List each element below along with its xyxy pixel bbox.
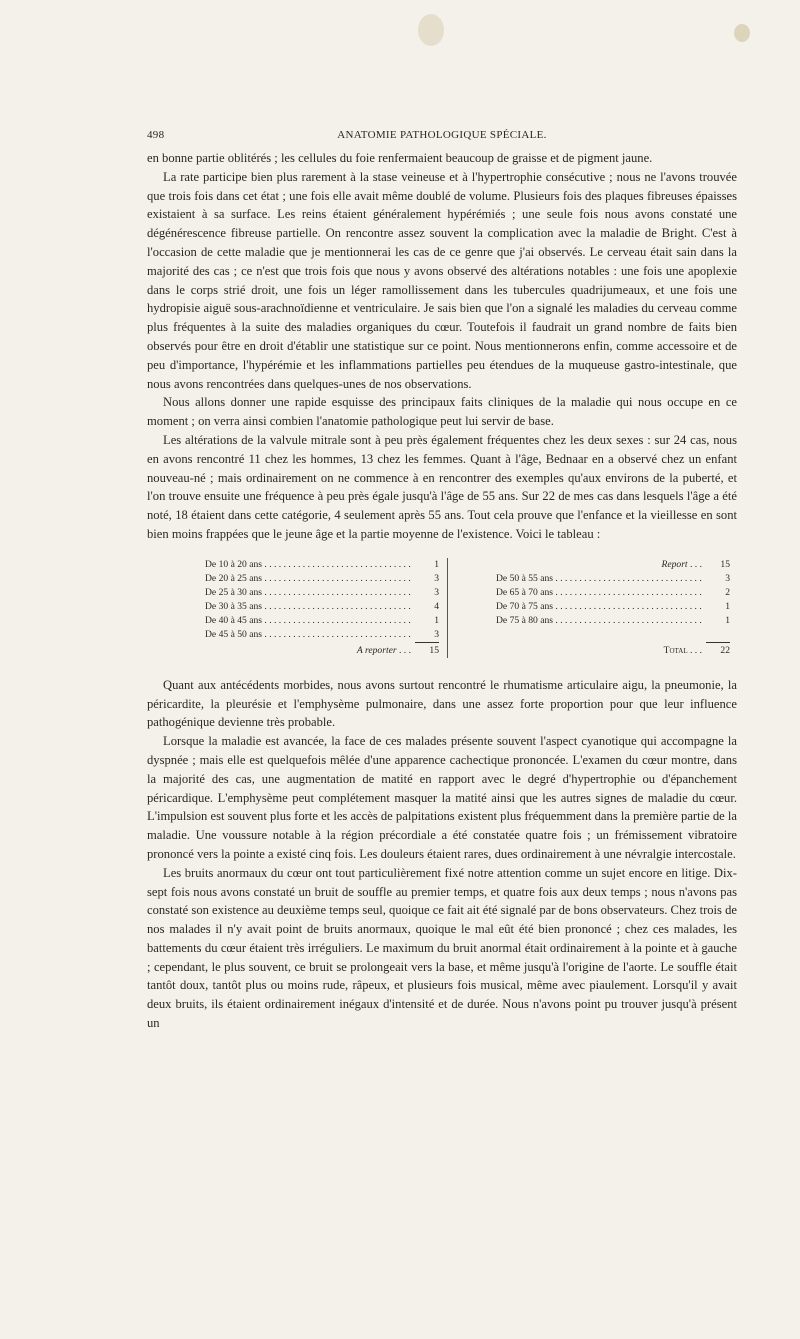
age-distribution-table (205, 558, 730, 658)
paper-stain (418, 14, 444, 46)
running-title: ANATOMIE PATHOLOGIQUE SPÉCIALE. (337, 129, 547, 141)
page-number: 498 (147, 129, 165, 141)
table-row: De 40 à 45 ans . . . 1 (205, 614, 439, 628)
table-subtotal-row: A reporter . . . 15 (205, 644, 439, 658)
table-row: De 20 à 25 ans . . . 3 (205, 572, 439, 586)
table-row: De 75 à 80 ans . . . 1 (496, 614, 730, 628)
table-report-row: Report . . . 15 (496, 558, 730, 572)
book-page (147, 127, 737, 1033)
table-row: De 10 à 20 ans . . . 1 (205, 558, 439, 572)
table-row: De 65 à 70 ans . . . 2 (496, 586, 730, 600)
table-row: De 50 à 55 ans . . . 3 (496, 572, 730, 586)
table-row: De 25 à 30 ans . . . 3 (205, 586, 439, 600)
table-total-row: Total . . . 22 (496, 644, 730, 658)
paragraph: en bonne partie oblitérés ; les cellules du foie renfermaient beaucoup de graisse et de pigment jaune. (147, 151, 653, 165)
table-row: De 30 à 35 ans . . . 4 (205, 600, 439, 614)
paragraph: Lorsque la maladie est avancée, la face de ces malades présente souvent l'aspect cyanotique qui accompagne la dyspnée ; mais elle est quelquefois mêlée d'une apparence cachectique prononcée. L'examen du cœur montre, dans la majorité des cas, une augmentation de matité en rapport avec le degré d'hypertrophie ou d'épanchement péricardique. L'emphysème peut complétement masquer la matité ainsi que les autres signes de maladie du cœur. L'impulsion est souvent plus forte et les accès de palpitations existent plus fréquemment dans la première partie de la maladie. Une voussure notable à la région précordiale a été constatée quatre fois ; un frémissement vibratoire prononcé vers la pointe a existé cinq fois. Les douleurs étaient rares, dues ordinairement à une névralgie intercostale. (147, 734, 737, 861)
table-row: De 70 à 75 ans . . . 1 (496, 600, 730, 614)
running-header (147, 127, 737, 149)
paragraph: Nous allons donner une rapide esquisse des principaux faits cliniques de la maladie qui nous occupe en ce moment ; on verra ainsi combien l'anatomie pathologique peut lui servir de base. (147, 395, 737, 429)
table-row: De 45 à 50 ans . . . 3 (205, 628, 439, 642)
paragraph: La rate participe bien plus rarement à la stase veineuse et à l'hypertrophie consécutive ; nous ne l'avons trouvée que trois fois dans cet état ; une fois elle avait même doublé de volume. Plusieurs fois des plaques fibreuses épaisses existaient à sa surface. Les reins étaient généralement hypérémiés ; une seule fois nous avons constaté une dégénérescence fibreuse partielle. On rencontre assez souvent la complication avec la maladie de Bright. C'est à l'occasion de cette maladie que je mentionnerai les cas de ce genre que j'ai observés. Le cerveau était sain dans la majorité des cas ; ce n'est que trois fois que nous y avons observé des altérations notables : une fois une apoplexie dans le corps strié droit, une fois un léger ramollissement dans les tubercules quadrijumeaux, et une fois une hydropisie aiguë sous-arachnoïdienne et ventriculaire. Je sais bien que l'on a signalé les maladies du cerveau comme plus fréquentes à la suite des maladies organiques du cœur. Toutefois il faudrait un grand nombre de faits bien observés pour être en droit d'établir une statistique sur ce point. Nous mentionnerons enfin, comme accessoire et de peu d'importance, l'hypérémie et les inflammations partielles peu étendues de la muqueuse gastro-intestinale, que nous avons rencontrées dans quelques-unes de nos observations. (147, 169, 737, 391)
paragraph: Les bruits anormaux du cœur ont tout particulièrement fixé notre attention comme un sujet encore en litige. Dix-sept fois nous avons constaté un bruit de souffle au premier temps, et quatre fois aux deux temps ; nous n'avons pas constaté son existence au deuxième temps seul, quoique ce fait ait été signalé par de bons observateurs. Chez trois de nos malades il n'y avait point de bruits anormaux, quoique le mal eût été bien prononcé ; chez ces malades, les battements du cœur étaient très irréguliers. Le maximum du bruit anormal était ordinairement à la pointe et à gauche ; cependant, le plus souvent, ce bruit se prolongeait vers la base, et même jusqu'à l'origine de l'aorte. Le souffle était tantôt doux, tantôt plus ou moins rude, râpeux, et plusieurs fois musical, même avec piaulement. Lorsqu'il y avait deux bruits, ils étaient ordinairement inégaux d'intensité et de durée. Nous n'avons point pu trouver jusqu'à présent un (147, 865, 737, 1031)
table-spacer-row (496, 628, 730, 642)
paragraph: Les altérations de la valvule mitrale sont à peu près également fréquentes chez les deux sexes : sur 24 cas, nous en avons rencontré 11 chez les hommes, 13 chez les femmes. Quant à l'âge, Bednaar en a observé chez un enfant nouveau-né ; mais ordinairement on ne commence à en rencontrer des exemples qu'aux environs de la puberté, et l'on trouve ensuite une fréquence à peu près égale jusqu'à l'âge de 55 ans. Sur 22 de mes cas dans lesquels l'âge a été noté, 18 étaient dans cette catégorie, 4 seulement après 55 ans. Tout cela prouve que l'enfance et la vieillesse en sont bien moins frappées que le jeune âge et la partie moyenne de l'existence. Voici le tableau : (147, 432, 737, 541)
table-left-column (205, 558, 448, 658)
table-right-column (496, 558, 730, 658)
paper-stain (734, 24, 750, 42)
paragraph: Quant aux antécédents morbides, nous avons surtout rencontré le rhumatisme articulaire aigu, la pneumonie, la péricardite, la pleurésie et l'emphysème pulmonaire, dans une assez forte proportion pour que leur influence pathogénique devienne très probable. (147, 677, 737, 730)
